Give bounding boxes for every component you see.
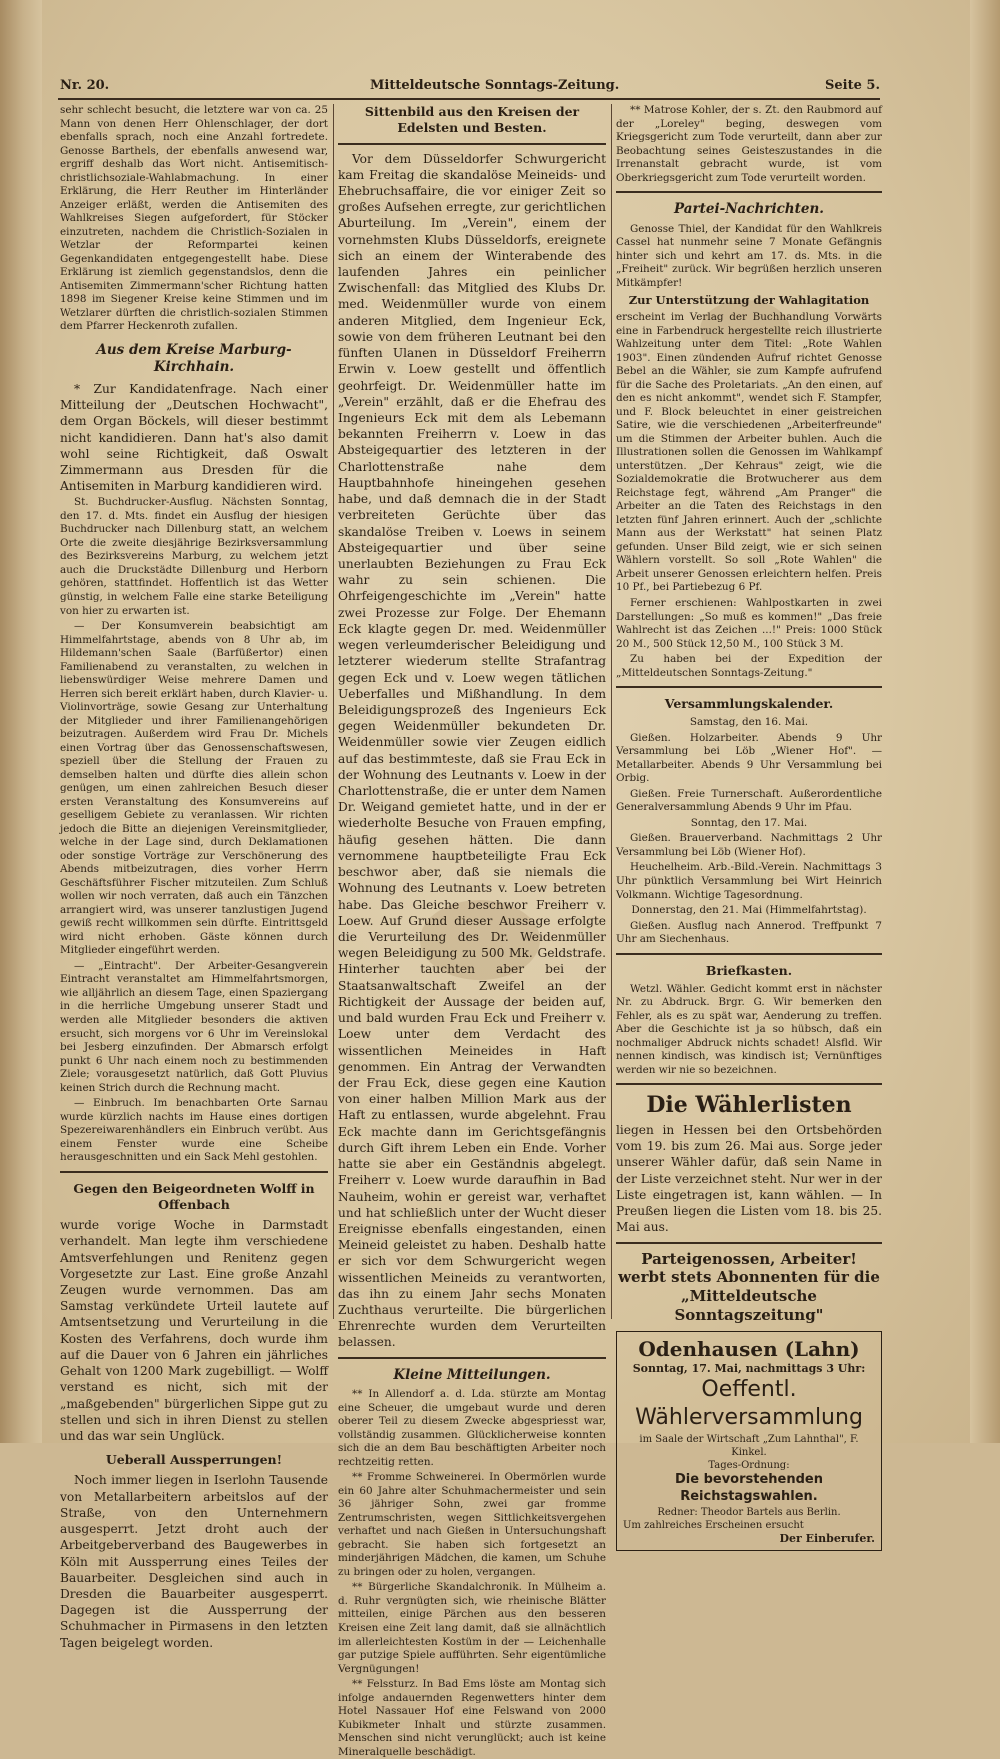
calendar-entry: Sonntag, den 17. Mai.: [690, 816, 808, 829]
calendar-entry: Gießen. Holzarbeiter. Abends 9 Uhr Versammlung bei Löb „Wiener Hof". — Metallarbeiter. Abends 9 Uhr Versammlung bei Orbig.: [616, 731, 882, 785]
calendar-entry: Gießen. Freie Turnerschaft. Außerordentliche Generalversammlung Abends 9 Uhr im Pfau.: [616, 787, 882, 814]
divider: [616, 953, 882, 955]
article-text: sehr schlecht besucht, die letztere war von ca. 25 Mann von denen Herr Ohlenschlager, der dort ebenfalls sprach, noch eine Anzahl fortredete. Genosse Barthels, der ebenfalls anwesend war, ergriff deshalb das Wort nicht. Antisemitisch-christlichsoziale-Wahlabmachung. In einer Erklärung, die Herr Reuther im Hinterländer Anzeiger erläßt, werden die Antisemiten des Wahlkreises Siegen aufgefordert, für Stöcker einzutreten, nachdem die Christlich-Sozialen in Wetzlar der Reformpartei keinen Gegenkandidaten entgegengestellt habe. Diese Erklärung ist ziemlich gegenstandslos, denn die Antisemiten Zimmermann'scher Richtung hatten 1898 im Siegener Kreise keine Stimmen und im Wetzlarer dürften die christlich-sozialen Stimmen dem Pfarrer Heckenroth zufallen.: [60, 104, 328, 333]
ad-venue: im Saale der Wirtschaft „Zum Lahnthal", F. Kinkel.: [639, 1434, 859, 1459]
page-number: Seite 5.: [825, 78, 880, 93]
article-text: ** Bürgerliche Skandalchronik. In Mülheim a. d. Ruhr vergnügten sich, wie rheinische Blätter mitteilen, einige Pärchen aus den besseren Kreisen eine Zeit lang damit, daß sie allnächtlich im allerleichtesten Kostüm in der — Leichenhalle gar putzige Spiele aufführten. Sehr eigentümliche Vergnügungen!: [338, 1581, 606, 1675]
column-3: [616, 104, 882, 1545]
article-heading: Sittenbild aus den Kreisen der Edelsten und Besten.: [364, 104, 580, 136]
divider: [338, 1357, 606, 1359]
article-text: ** Fromme Schweinerei. In Obermörlen wurde ein 60 Jahre alter Schuhmachermeister und sein 36 jähriger Sohn, zwei gar fromme Zentrumschristen, wegen Sittlichkeitsvergehen verhaftet und nach Gießen in Untersuchungshaft gebracht. Sie haben sich fortgesetzt an minderjährigen Mädchen, die kamen, um Schuhe zu bringen oder zu holen, vergangen.: [338, 1471, 606, 1578]
header-rule: [58, 98, 880, 100]
article-text: ** In Allendorf a. d. Lda. stürzte am Montag eine Scheuer, die umgebaut wurde und deren oberer Teil zu diesem Zwecke abgespriesst war, vollständig zusammen. Glücklicherweise konnten sich die an dem Bau beschäftigten Arbeiter noch rechtzeitig retten.: [338, 1388, 606, 1468]
newspaper-title: Mitteldeutsche Sonntags-Zeitung.: [370, 78, 620, 93]
wahlerlisten-heading: Die Wählerlisten: [646, 1092, 852, 1119]
article-text: — „Eintracht". Der Arbeiter-Gesangverein Eintracht veranstaltet am Himmelfahrtsmorgen, wie alljährlich an diesem Tage, einen Spaziergang in die herrliche Umgebung unserer Stadt und werden alle Mitglieder besonders die aktiven ersucht, sich morgens vor 6 Uhr im Vereinslokal bei Jesberg einzufinden. Der Abmarsch erfolgt punkt 6 Uhr nach einem noch zu bestimmenden Ziele; vorausgesetzt natürlich, daß Gott Pluvius keinen Strich durch die Rechnung macht.: [60, 959, 328, 1094]
calendar-entry: Gießen. Ausflug nach Annerod. Treffpunkt 7 Uhr am Siechenhaus.: [616, 919, 882, 946]
ad-date: Sonntag, 17. Mai, nachmittags 3 Uhr:: [632, 1361, 866, 1375]
divider: [60, 1171, 328, 1173]
article-text: wurde vorige Woche in Darmstadt verhandelt. Man legte ihm verschiedene Amtsverfehlungen und Renitenz gegen Vorgesetzte zur Last. Eine große Anzahl Zeugen wurde vernommen. Das am Samstag verkündete Urteil lautete auf Amtsentsetzung und Verurteilung in die Kosten des Verfahrens, doch wurde ihm auf die Dauer von 6 Jahren ein jährliches Gehalt von 1200 Mark zugebilligt. — Wolff verstand es nicht, sich mit der „maßgebenden" bürgerlichen Sippe gut zu stellen und sich in ihren Dienst zu stellen und das war sein Unglück.: [60, 1218, 328, 1443]
column-2: [338, 104, 606, 1758]
calendar-entry: Samstag, den 16. Mai.: [689, 716, 809, 729]
ad-place: Odenhausen (Lahn): [638, 1336, 860, 1361]
article-heading: Zur Unterstützung der Wahlagitation: [628, 293, 870, 308]
column-1: [60, 104, 328, 1650]
article-text: — Der Konsumverein beabsichtigt am Himmelfahrtstage, abends von 8 Uhr ab, im Hildemann'schen Saale (Barfüßertor) einen Familienabend zu veranstalten, zu welchen in liebenswürdiger Weise mehrere Damen und Herren sich bereit erklärt haben, durch Klavier- u. Violinvorträge, sowie Gesang zur Unterhaltung der Mitglieder und ihrer Familienangehörigen beizutragen. Außerdem wird Frau Dr. Michels einen Vortrag über das Genossenschaftswesen, speziell über die Stellung der Frauen zu demselben halten und dürfte dies allein schon genügen, um einen zahlreichen Besuch dieser ersten Veranstaltung des Konsumvereins auf geselligem Gebiete zu veranlassen. Wir richten jedoch die Bitte an diejenigen Vereinsmitglieder, welche in der Lage sind, durch Deklamationen oder sonstige Vorträge zur Verschönerung des Abends mitbeizutragen, dies vorher Herrn Geschäftsführer Fischer mitzuteilen. Zum Schluß wollen wir noch verraten, daß auch ein Tänzchen arrangiert wird, was unserer tanzlustigen Jugend gewiß recht willkommen sein dürfte. Eintrittsgeld wird nicht erhoben. Gäste können durch Mitglieder eingeführt werden.: [60, 620, 328, 957]
article-heading: Briefkasten.: [705, 962, 793, 978]
article-text: ** Felssturz. In Bad Ems löste am Montag sich infolge andauernden Regenwetters hinter dem Hotel Nassauer Hof eine Felswand von 2000 Kubikmeter Inhalt und stürzte zusammen. Menschen sind nicht verunglückt; auch ist keine Mineralquelle beschädigt.: [338, 1678, 606, 1758]
article-text: liegen in Hessen bei den Ortsbehörden vom 19. bis zum 26. Mai aus. Sorge jeder unserer Wähler dafür, daß sein Name in der Liste verzeichnet steht. Nur wer in der Liste eingetragen ist, kann wählen. — In Preußen liegen die Listen vom 18. bis 25. Mai aus.: [616, 1123, 882, 1235]
section-heading: Kleine Mitteilungen.: [393, 1366, 551, 1383]
article-heading: Gegen den Beigeordneten Wolff in Offenbach: [73, 1180, 315, 1212]
section-heading: Aus dem Kreise Marburg-Kirchhain.: [96, 341, 292, 376]
divider: [616, 1083, 882, 1085]
subscription-appeal: Parteigenossen, Arbeiter! werbt stets Abonnenten für die „Mitteldeutsche Sonntagszeitung": [618, 1249, 880, 1324]
left-page-edge: [0, 0, 42, 1443]
divider: [616, 1242, 882, 1244]
right-page-edge: [970, 0, 1000, 1443]
article-text: Genosse Thiel, der Kandidat für den Wahlkreis Cassel hat nunmehr seine 7 Monate Gefängnis hinter sich und kehrt am 17. ds. Mts. in die „Freiheit" zurück. Wir begrüßen herzlich unseren Mitkämpfer!: [616, 222, 882, 289]
ad-agenda-label: Tages-Ordnung:: [708, 1460, 790, 1472]
article-text: Zu haben bei der Expedition der „Mitteldeutschen Sonntags-Zeitung.": [616, 653, 882, 679]
divider: [338, 143, 606, 145]
meeting-advertisement: [616, 1331, 882, 1552]
calendar-entry: Donnerstag, den 21. Mai (Himmelfahrtstag).: [631, 904, 867, 917]
ad-title: Oeffentl. Wählerversammlung: [635, 1376, 863, 1431]
column-rule: [611, 104, 612, 1319]
article-heading: Ueberall Aussperrungen!: [105, 1452, 283, 1468]
issue-number: Nr. 20.: [60, 78, 110, 93]
article-text: Noch immer liegen in Iserlohn Tausende von Metallarbeitern arbeitslos auf der Straße, von den Unternehmern ausgesperrt. Jetzt droht auch der Arbeitgeberverband des Baugewerbes in Köln mit Aussperrung eines Teiles der Bauarbeiter. Desgleichen sind auch in Dresden die Bauarbeiter ausgesperrt. Dagegen ist die Aussperrung der Schuhmacher in Pirmasens in den letzten Tagen beigelegt worden.: [60, 1473, 328, 1650]
ad-invite: Um zahlreiches Erscheinen ersucht: [623, 1519, 804, 1531]
divider: [616, 191, 882, 193]
column-rule: [333, 104, 334, 1319]
page-header: [60, 78, 880, 100]
article-text: ** Matrose Kohler, der s. Zt. den Raubmord auf der „Loreley" beging, deswegen vom Kriegsgericht zum Tode verurteilt, dann aber zur Beobachtung seines Geisteszustandes in die Irrenanstalt gebracht wurde, ist vom Oberkriegsgericht zum Tode verurteilt worden.: [616, 104, 882, 184]
ad-agenda: Die bevorstehenden Reichstagswahlen.: [674, 1472, 823, 1504]
article-text: Wetzl. Wähler. Gedicht kommt erst in nächster Nr. zu Abdruck. Brgr. G. Wir bemerken den Fehler, als es zu spät war, Aenderung zu treffen. Aber die Geschichte ist ja so hübsch, daß ein nochmaliger Abdruck nichts schadet! Alsfld. Wir nennen kindisch, was kindisch ist; Vernünftiges werden wir nie so bezeichnen.: [616, 982, 882, 1076]
article-text: St. Buchdrucker-Ausflug. Nächsten Sonntag, den 17. d. Mts. findet ein Ausflug der hiesigen Buchdrucker nach Dillenburg statt, an welchem Orte die zweite diesjährige Bezirksversammlung des Bezirksvereins Marburg, zu welchem jetzt auch die Druckstädte Dillenburg und Herborn gehören, stattfindet. Hoffentlich ist das Wetter günstig, in welchem Falle eine starke Beteiligung von hier zu erwarten ist.: [60, 496, 328, 617]
ad-caller: Der Einberufer.: [779, 1531, 875, 1545]
article-text: Ferner erschienen: Wahlpostkarten in zwei Darstellungen: „So muß es kommen!" „Das freie Wahlrecht ist das Zeichen ...!" Preis: 1000 Stück 20 M., 500 Stück 12,50 M., 100 Stück 3 M.: [616, 596, 882, 650]
ad-speaker: Redner: Theodor Bartels aus Berlin.: [657, 1506, 841, 1518]
article-heading: Versammlungskalender.: [664, 696, 834, 712]
article-text: erscheint im Verlag der Buchhandlung Vorwärts eine in Farbendruck hergestellte reich illustrierte Wahlzeitung unter dem Titel: „Rote Wahlen 1903". Einen zündenden Aufruf richtet Genosse Bebel an die Wähler, sie zum Kampfe aufrufend für die Sache des Proletariats. „An den einen, auf den es nicht ankommt", wendet sich F. Stampfer, und F. Block beleuchtet in einer geistreichen Satire, wie die verschiedenen „Arbeiterfreunde" um die Stimmen der Arbeiter buhlen. Auch die Illustrationen sollen die Genossen im Wahlkampf unterstützen. „Der Kehraus" zeigt, wie die Sozialdemokratie die Brotwucherer aus dem Reichstage fegt, während „Am Pranger" die Arbeiter an die Taten des Reichstags in den letzten fünf Jahren erinnert. Auch der „schlichte Mann aus der Werkstatt" hat seinen Platz gefunden. Unser Bild zeigt, wie er sich seinen Wählern vorstellt. So soll „Rote Wahlen" die Arbeit unserer Genossen erleichtern helfen. Preis 10 Pf., bei Partiebezug 6 Pf.: [616, 311, 882, 594]
divider: [616, 686, 882, 688]
calendar-entry: Heuchelheim. Arb.-Bild.-Verein. Nachmittags 3 Uhr pünktlich Versammlung bei Wirt Heinrich Volkmann. Wichtige Tagesordnung.: [616, 861, 882, 901]
calendar-entry: Gießen. Brauerverband. Nachmittags 2 Uhr Versammlung bei Löb (Wiener Hof).: [616, 832, 882, 858]
article-text: Vor dem Düsseldorfer Schwurgericht kam Freitag die skandalöse Meineids- und Ehebruchsaffaire, die vor einiger Zeit so großes Aufsehen erregte, zur gerichtlichen Aburteilung. Im „Verein", einem der vornehmsten Klubs Düsseldorfs, ereignete sich an einem der Winterabende des laufenden Jahres ein peinlicher Zwischenfall: das Mitglied des Klubs Dr. med. Weidenmüller wurde von einem anderen Mitglied, dem Ingenieur Eck, sowie von dem früheren Leutnant bei den fünften Ulanen in Düsseldorf Freiherrn Erwin v. Loew gestellt und öffentlich geohrfeigt. Dr. Weidenmüller hatte im „Verein" erzählt, daß er die Ehefrau des Ingenieurs Eck mit dem als Lebemann bekannten Freiherrn v. Loew in das Absteigequartier des letzteren in der Charlottenstraße nahe dem Hauptbahnhofe hineingehen gesehen habe, und daß demnach die in der Stadt verbreiteten Gerüchte über das skandalöse Treiben v. Loews in seinem Absteigequartier und über seine unerlaubten Beziehungen zu Frau Eck wahr zu sein schienen. Die Ohrfeigengeschichte im „Verein" hatte zwei Prozesse zur Folge. Der Ehemann Eck klagte gegen Dr. med. Weidenmüller wegen verleumderischer Beleidigung und letzterer wiederum stellte Strafantrag gegen Eck und v. Loew wegen tätlichen Ueberfalles und Mißhandlung. In dem Beleidigungsprozeß des Ingenieurs Eck gegen Weidenmüller bekundeten Dr. Weidenmüller sowie vier Zeugen eidlich auf das bestimmteste, daß sie Frau Eck in der Wohnung des Leutnants v. Loew in der Charlottenstraße, die er unter dem Namen Dr. Weigand gemietet hatte, und in der er wiederholte Besuche von Frauen empfing, häufig gesehen hätten. Die dann vernommene hauptbeteiligte Frau Eck beschwor aber, daß sie niemals die Wohnung des Leutnants v. Loew betreten habe. Das Gleiche beschwor Freiherr v. Loew. Auf Grund dieser Aussage erfolgte die Verurteilung des Dr. Weidenmüller wegen Beleidigung zu 500 Mk. Geldstrafe. Hinterher tauchten aber bei der Staatsanwaltschaft Zweifel an der Richtigkeit der Aussage der beiden auf, und bald wurden Frau Eck und Freiherr v. Loew unter dem Verdacht des wissentlichen Meineides in Haft genommen. Ein Antrag der Verwandten der Frau Eck, diese gegen eine Kaution von einer halben Million Mark aus der Haft zu entlassen, wurde abgelehnt. Frau Eck machte dann im Gerichtsgefängnis durch Gift ihrem Leben ein Ende. Vorher hatte sie aber ein Geständnis abgelegt. Freiherr v. Loew wurde daraufhin in Bad Nauheim, wohin er gereist war, verhaftet und hat schließlich unter der Wucht dieser Ereignisse ebenfalls eingestanden, einen Meineid geleistet zu haben. Deshalb hatte er sich vor dem Schwurgericht wegen wissentlichen Meineids zu verantworten, das ihn zu einem Jahr sechs Monaten Zuchthaus verurteilte. Die bürgerlichen Ehrenrechte wurden dem Verurteilten belassen.: [338, 151, 606, 1350]
article-text: * Zur Kandidatenfrage. Nach einer Mitteilung der „Deutschen Hochwacht", dem Organ Böckels, will dieser bestimmt nicht kandidieren. Dann hat's also damit wohl seine Richtigkeit, daß Oswalt Zimmermann aus Dresden für die Antisemiten in Marburg kandidieren wird.: [60, 381, 328, 494]
section-heading: Partei-Nachrichten.: [674, 201, 824, 218]
article-text: — Einbruch. Im benachbarten Orte Sarnau wurde kürzlich nachts im Hause eines dortigen Spezereiwarenhändlers ein Einbruch verübt. Aus einem Fenster wurde eine Scheibe herausgeschnitten und ein Sack Mehl gestohlen.: [60, 1097, 328, 1164]
